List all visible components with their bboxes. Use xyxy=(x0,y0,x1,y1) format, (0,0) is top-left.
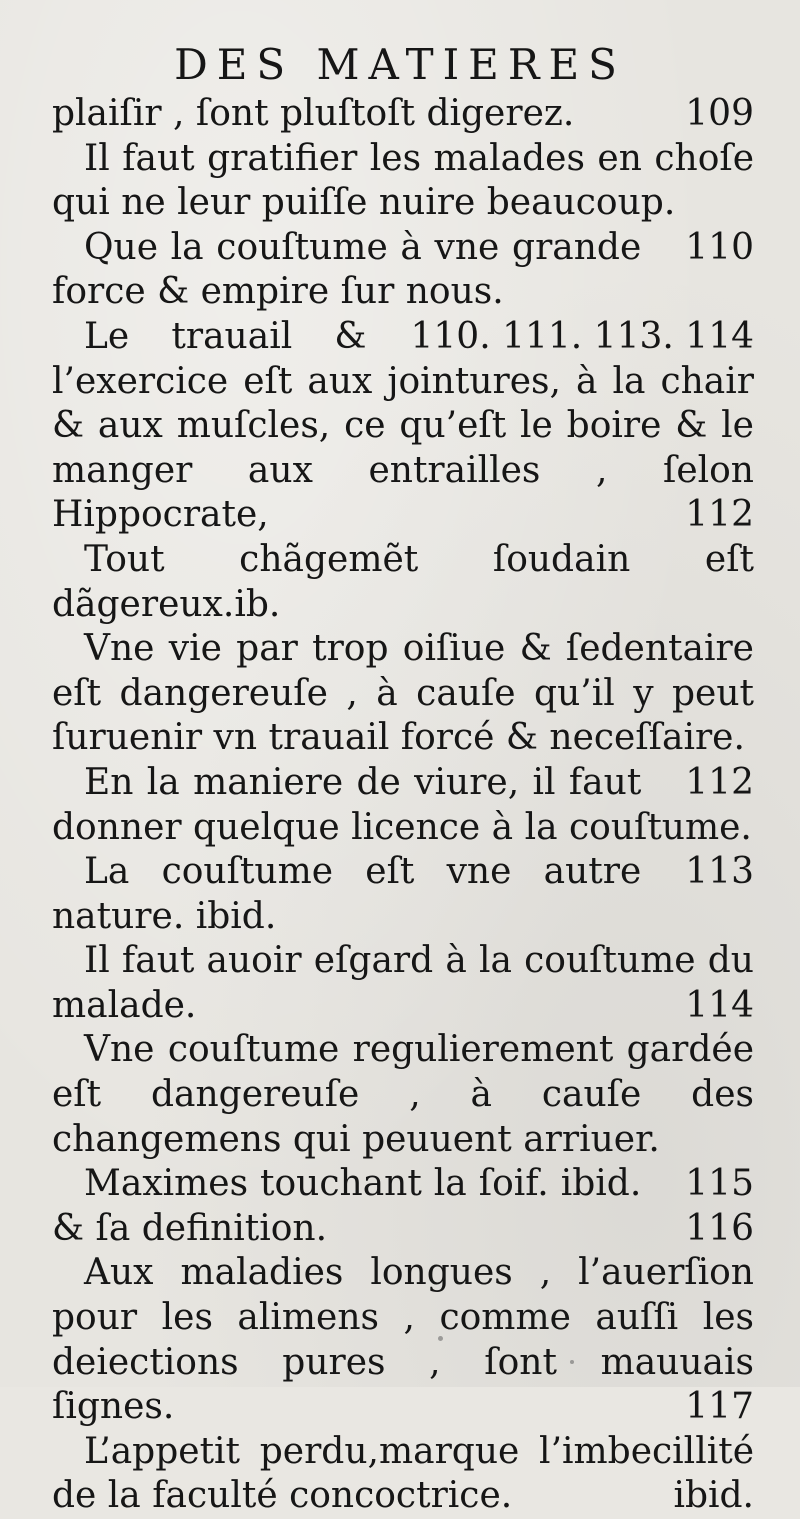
page-number: ibid. xyxy=(673,1475,754,1517)
entry-text: Il faut gratifier les malades en choſe qui ne leur puiſſe nuire beaucoup. xyxy=(52,137,754,224)
index-entry xyxy=(52,627,754,803)
page-number: 115 xyxy=(685,1163,754,1205)
page-number: 112 xyxy=(685,494,754,536)
page-number: 116 xyxy=(685,1207,754,1249)
index-entry xyxy=(52,1430,754,1519)
index-entry xyxy=(52,92,754,137)
entry-text: Maximes touchant la ſoif. ibid. & ſa definition. xyxy=(52,1163,642,1249)
entry-text: Il faut auoir eſgard à la couſtume du malade. xyxy=(52,940,754,1026)
entry-text: Vne couſtume regulierement gardée eſt dangereuſe , à cauſe des changemens qui peuuent arriuer. xyxy=(52,1029,754,1160)
index-entry xyxy=(52,1251,754,1429)
page-number: 112 xyxy=(685,761,754,803)
page-number: 110 xyxy=(685,226,754,268)
page-number: 113 xyxy=(685,851,754,893)
page-header: DES MATIERES xyxy=(174,40,626,89)
entry-text: Tout chãgemẽt ſoudain eſt dãgereux. xyxy=(52,538,754,625)
entry-text: Vne vie par trop oiſiue & ſedentaire eſt dangereuſe , à cauſe qu’il y peut ſuruenir vn trauail forcé & neceſſaire. xyxy=(52,628,754,759)
entry-text: Le trauail & l’exercice eſt aux jointures, à la chair & aux muſcles, ce qu’eſt le boire & le manger aux entrailles , ſelon Hippocrate, xyxy=(52,315,754,536)
page-number: ibid. xyxy=(195,895,277,937)
page-number: 110. 111. 113. 114 xyxy=(410,315,754,357)
page-number: 117 xyxy=(685,1386,754,1428)
index-entry xyxy=(52,137,754,268)
index-entry xyxy=(52,1028,754,1205)
entry-text: L’appetit perdu,marque l’imbecillité de la faculté concoctrice. xyxy=(52,1430,754,1517)
entry-text: En la maniere de viure, il faut donner quelque licence à la couſtume. xyxy=(52,761,752,848)
index-entry xyxy=(52,939,754,1028)
index-entry xyxy=(52,538,754,627)
page-number: 114 xyxy=(685,984,754,1026)
entry-text: Aux maladies longues , l’auerſion pour les alimens , comme auſſi les deiections pures , ſont mauuais ſignes. xyxy=(52,1252,754,1428)
entry-text: La couſtume eſt vne autre nature. xyxy=(52,851,642,937)
entry-text: plaiſir , ſont pluſtoſt digerez. xyxy=(52,93,575,134)
index-content xyxy=(52,92,754,1519)
page-number: ib. xyxy=(234,583,281,625)
page-number: 109 xyxy=(685,93,754,134)
entry-text: Que la couſtume à vne grande force & empire ſur nous. xyxy=(52,226,642,313)
